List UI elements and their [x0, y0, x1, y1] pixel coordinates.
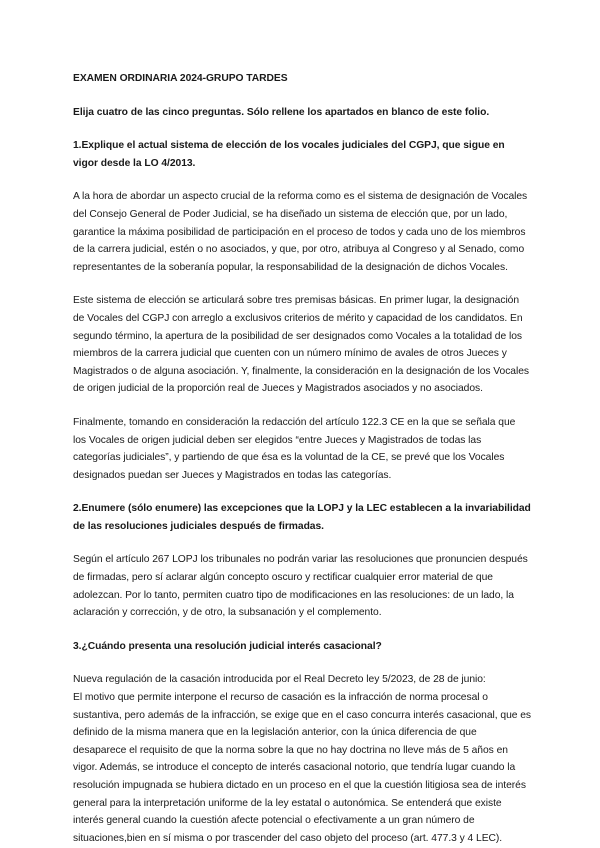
question-1-answer-paragraph-3: Finalmente, tomando en consideración la redacción del artículo 122.3 CE en la que se señala que los Vocales de origen judicial deben ser elegidos “entre Jueces y Magistrados de todas las categorías judiciales”, y partiendo de que ésa es la voluntad de la CE, se prevé que los Vocales designados puedan ser Jueces y Magistrados en todas las categorías.	[73, 416, 516, 481]
exam-document	[73, 70, 531, 847]
exam-title: EXAMEN ORDINARIA 2024-GRUPO TARDES	[73, 73, 288, 84]
question-1-heading: 1.Explique el actual sistema de elección de los vocales judiciales del CGPJ, que sigue en vigor desde la LO 4/2013.	[73, 140, 505, 169]
question-3-heading: 3.¿Cuándo presenta una resolución judicial interés casacional?	[73, 640, 382, 652]
question-2-heading: 2.Enumere (sólo enumere) las excepciones que la LOPJ y la LEC establecen a la invariabilidad de las resoluciones judiciales después de firmadas.	[73, 503, 531, 532]
exam-instructions: Elija cuatro de las cinco preguntas. Sólo rellene los apartados en blanco de este folio.	[73, 106, 490, 118]
question-3-answer-paragraph-2: El motivo que permite interpone el recurso de casación es la infracción de norma procesal o sustantiva, pero además de la infracción, se exige que en el caso concurra interés casacional, que es definido de la misma manera que en la legislación anterior, con la única diferencia de que desaparece el requisito de que la norma sobre la que no hay doctrina no lleve más de 5 años en vigor. Además, se introduce el concepto de interés casacional notorio, que tendría lugar cuando la resolución impugnada se hubiera dictado en un proceso en el que la cuestión litigiosa sea de interés general para la interpretación uniforme de la ley estatal o autonómica. Se entenderá que existe interés general cuando la cuestión afecte potencial o efectivamente a un gran número de situaciones,bien en sí misma o por trascender del caso objeto del proceso (art. 477.3 y 4 LEC).	[73, 692, 532, 844]
question-1-answer-paragraph-1: A la hora de abordar un aspecto crucial de la reforma como es el sistema de designación de Vocales del Consejo General de Poder Judicial, se ha diseñado un sistema de elección que, por un lado, garantice la máxima posibilidad de participación en el proceso de todos y cada uno de los miembros de la carrera judicial, estén o no asociados, y que, por otro, atribuya al Congreso y al Senado, como representantes de la soberanía popular, la responsabilidad de la designación de dichos Vocales.	[73, 191, 528, 273]
question-2-answer-paragraph-1: Según el artículo 267 LOPJ los tribunales no podrán variar las resoluciones que pronuncien después de firmadas, pero sí aclarar algún concepto oscuro y rectificar cualquier error material de que adolezcan. Por lo tanto, permiten cuatro tipo de modificaciones en las resoluciones: de un lado, la aclaración y corrección, y de otro, la subsanación y el complemento.	[73, 554, 528, 619]
question-3-answer-paragraph-1: Nueva regulación de la casación introducida por el Real Decreto ley 5/2023, de 28 de junio:	[73, 674, 486, 686]
question-1-answer-paragraph-2: Este sistema de elección se articulará sobre tres premisas básicas. En primer lugar, la designación de Vocales del CGPJ con arreglo a exclusivos criterios de mérito y capacidad de los candidatos. En segundo término, la apertura de la posibilidad de ser designados como Vocales a la totalidad de los miembros de la carrera judicial que cuenten con un número mínimo de avales de otros Jueces y Magistrados o de alguna asociación. Y, finalmente, la consideración en la designación de los Vocales de origen judicial de la proporción real de Jueces y Magistrados asociados y no asociados.	[73, 295, 529, 395]
